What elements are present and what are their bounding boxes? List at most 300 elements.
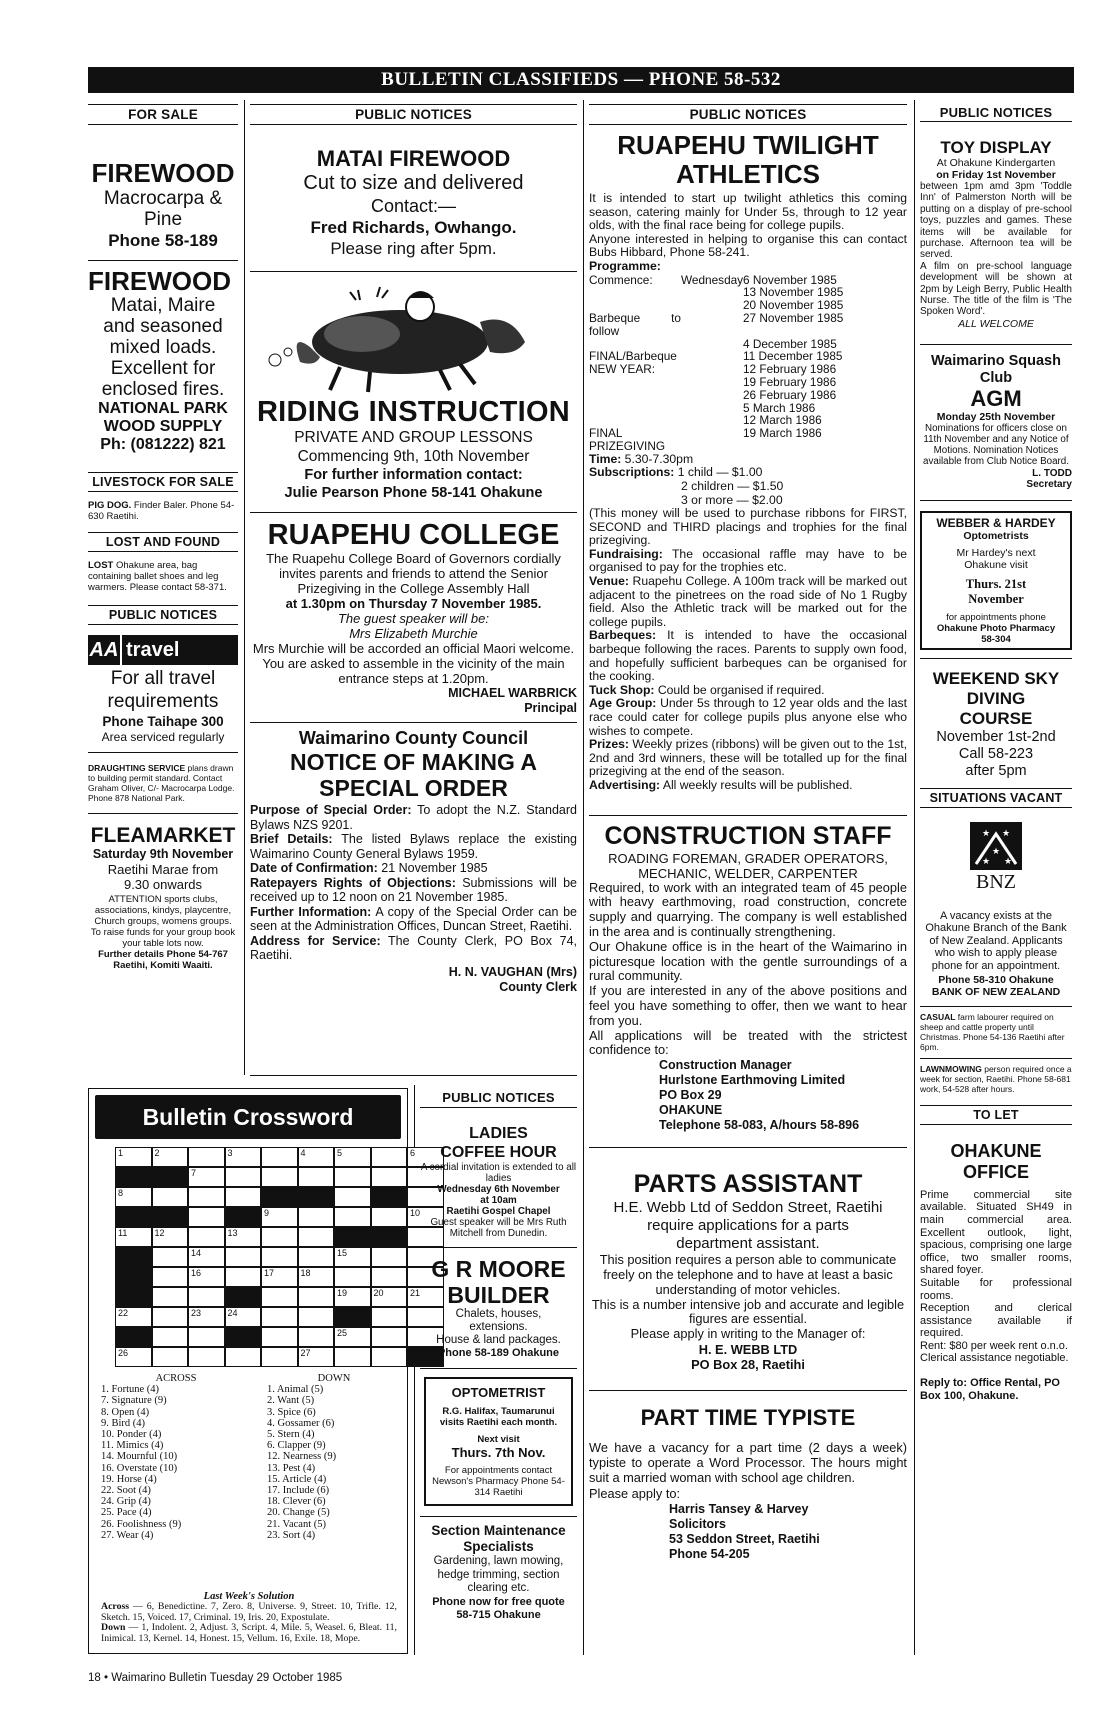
crossword-cell[interactable] <box>152 1187 189 1207</box>
toy-display-ad <box>920 138 1072 330</box>
crossword-panel <box>88 1088 421 1654</box>
clue-item: 17. Include (6) <box>267 1485 330 1497</box>
address-line: 53 Seddon Street, Raetihi <box>669 1532 820 1547</box>
clue-item: 9. Bird (4) <box>101 1417 146 1429</box>
crossword-cell[interactable] <box>115 1227 152 1247</box>
crossword-cell[interactable] <box>152 1307 189 1327</box>
clue-item: 11. Mimics (4) <box>101 1440 164 1452</box>
schedule-cell: 13 November 1985 <box>743 285 844 300</box>
crossword-cell[interactable] <box>261 1167 298 1187</box>
crossword-cell[interactable] <box>261 1287 298 1307</box>
bnz-logo-text: BNZ <box>976 870 1016 893</box>
crossword-cell-number: 21 <box>410 1288 421 1298</box>
crossword-cell[interactable] <box>152 1347 189 1367</box>
ad-line: MECHANIC, WELDER, CARPENTER <box>638 865 858 881</box>
ad-text: Mrs Elizabeth Murchie <box>349 626 478 641</box>
field-label: Prizes: <box>589 737 629 752</box>
crossword-cell[interactable] <box>371 1207 408 1227</box>
crossword-cell[interactable] <box>115 1187 152 1207</box>
ad-line: for appointments phone <box>946 611 1046 623</box>
clue-item: 4. Gossamer (6) <box>267 1417 335 1429</box>
office-body <box>920 1189 1072 1365</box>
ad-line: Optometrists <box>963 529 1029 542</box>
crossword-cell[interactable] <box>334 1207 371 1227</box>
crossword-cell[interactable] <box>261 1267 298 1287</box>
crossword-cell[interactable] <box>371 1307 408 1327</box>
address-line: Harris Tansey & Harvey <box>669 1502 809 1517</box>
parts-assistant-ad <box>589 1170 907 1372</box>
pony-rider-illustration <box>250 272 577 397</box>
ad-line: H.E. Webb Ltd of Seddon Street, Raetihi <box>613 1199 883 1217</box>
divider <box>420 1368 577 1369</box>
classifieds-banner: BULLETIN CLASSIFIEDS — PHONE 58-532 <box>88 67 1074 93</box>
across-list <box>101 1384 251 1541</box>
crossword-black-cell <box>115 1167 152 1187</box>
column-2 <box>250 104 577 995</box>
ad-text: Anyone interested in helping to organise this can contact Bubs Hibbard, Phone 58-241. <box>589 231 907 260</box>
ad-text: It is intended to start up twilight athletics this coming season, catering mainly for Under 5s, through to 12 year olds, with the final race being for college pupils. <box>589 191 907 233</box>
address-line: Telephone 58-083, A/hours 58-896 <box>659 1118 860 1133</box>
clue-item: 22. Soot (4) <box>101 1485 151 1497</box>
field-label: Tuck Shop: <box>589 682 655 697</box>
programme-schedule <box>589 274 907 453</box>
ad-title: DIVING <box>966 688 1026 708</box>
address-line: Solicitors <box>669 1517 726 1532</box>
field-label: Brief Details: <box>250 832 333 846</box>
crossword-black-cell <box>298 1187 335 1207</box>
crossword-cell[interactable] <box>152 1287 189 1307</box>
crossword-cell[interactable] <box>188 1247 225 1267</box>
field-text: Weekly prizes (ribbons) will be given out to the 1st, 2nd and 3rd winners, these will be totalled up for the final prizegiving at the end of the season. <box>589 737 907 779</box>
divider <box>589 1390 907 1391</box>
ad-line: require applications for a parts <box>647 1217 849 1235</box>
field-label: Address for Service: <box>250 933 381 948</box>
ad-phone: Phone Taihape 300 <box>102 714 224 729</box>
field-text: Submissions will be received up to 12 noon on 21 November 1985. <box>250 875 577 904</box>
page-footer: 18 • Waimarino Bulletin Tuesday 29 October 1985 <box>88 1672 343 1684</box>
ad-line: Raetihi Gospel Chapel <box>446 1206 551 1217</box>
solution-text: — 6, Benedictine. 7, Zero. 8, Universe. 9, Street. 10, Trifle. 12, Sketch. 15, Voiced. 17, Criminal. 19, Iris. 20, Expostulate. <box>101 1601 397 1623</box>
crossword-cell[interactable] <box>261 1247 298 1267</box>
svg-text:★: ★ <box>982 827 991 838</box>
ad-text: A vacancy exists at the Ohakune Branch of the Bank of New Zealand. Applicants who wish to apply please phone for an appointment. <box>925 909 1067 972</box>
divider <box>420 1516 577 1517</box>
crossword-cell-number: 22 <box>118 1308 129 1318</box>
down-clues <box>251 1373 401 1541</box>
crossword-cell[interactable] <box>152 1267 189 1287</box>
crossword-cell[interactable] <box>334 1167 371 1187</box>
ad-text: farm labourer required on sheep and cattle property until Christmas. Phone 54-136 Raetihi after 6pm. <box>920 1012 1065 1052</box>
schedule-cell <box>681 299 743 312</box>
ad-line: Macrocarpa & <box>103 188 223 209</box>
ad-line: Contact:— <box>370 196 457 216</box>
schedule-cell: 4 December 1985 <box>743 336 837 351</box>
ad-line: 9.30 onwards <box>123 877 203 892</box>
divider <box>88 752 238 753</box>
schedule-cell <box>681 376 743 389</box>
ad-text: (This money will be used to purchase ribbons for FIRST, SECOND and THIRD placings and trophies for the final prizegiving. <box>589 506 907 548</box>
crossword-black-cell <box>225 1287 262 1307</box>
ad-signature: County Clerk <box>499 979 577 994</box>
ad-line: Fred Richards, Owhango. <box>310 218 517 237</box>
ad-signature: Secretary <box>1026 478 1072 490</box>
ad-title: COURSE <box>959 708 1033 728</box>
crossword-cell[interactable] <box>261 1347 298 1367</box>
ad-line: Julie Pearson Phone 58-141 Ohakune <box>284 485 543 501</box>
ad-line: Thurs. 7th Nov. <box>451 1445 546 1460</box>
clue-item: 1. Animal (5) <box>267 1384 324 1396</box>
ad-line: mixed loads. <box>109 337 217 358</box>
fleamarket-ad <box>88 824 238 971</box>
divider <box>920 1058 1072 1059</box>
ad-line: Area serviced regularly <box>101 730 225 744</box>
council-body <box>250 803 577 963</box>
schedule-cell <box>681 350 743 363</box>
ad-signature: Principal <box>524 701 577 715</box>
ad-line: enclosed fires. <box>101 379 225 400</box>
crossword-black-cell <box>115 1327 152 1347</box>
clue-item: 23. Sort (4) <box>267 1529 316 1541</box>
crossword-cell[interactable] <box>261 1327 298 1347</box>
crossword-cell[interactable] <box>298 1227 335 1247</box>
ad-text: Mrs Murchie will be accorded an official Maori welcome. You are asked to assemble in the vicinity of the main entrance steps at 1.20pm. <box>252 641 575 686</box>
field-label: Subscriptions: <box>589 465 675 480</box>
ad-text: Suitable for professional rooms. <box>920 1276 1072 1302</box>
crossword-cell[interactable] <box>334 1347 371 1367</box>
field-text: 21 November 1985 <box>377 861 488 875</box>
ad-title: PARTS ASSISTANT <box>633 1170 863 1199</box>
ad-line: To raise funds for your group book your table lots now. <box>90 927 236 949</box>
crossword-black-cell <box>225 1207 262 1227</box>
ad-text: A film on pre-school language development will be shown at 2pm by Leigh Berry, Public Health Nurse. The title of the film is 'The Spoken Word'. <box>920 260 1072 318</box>
section-header-public-notices: PUBLIC NOTICES <box>920 104 1072 122</box>
ad-title: WEBBER & HARDEY <box>936 515 1056 530</box>
clue-item: 2. Want (5) <box>267 1395 315 1407</box>
crossword-cell[interactable] <box>334 1287 371 1307</box>
ad-lead: PIG DOG. <box>88 500 132 511</box>
address-line: OHAKUNE <box>659 1103 723 1118</box>
clue-item: 21. Vacant (5) <box>267 1518 326 1530</box>
crossword-cell[interactable] <box>298 1267 335 1287</box>
field-text: It is intended to have the occasional barbeque following the races. Parents to supply own food, and hopefully sufficient barbeques can be organised for the cooking. <box>589 628 907 684</box>
crossword-cell[interactable] <box>225 1247 262 1267</box>
crossword-cell[interactable] <box>371 1347 408 1367</box>
ad-lead: DRAUGHTING SERVICE <box>88 763 186 773</box>
section-header-situations-vacant: SITUATIONS VACANT <box>920 788 1072 808</box>
ad-title: MATAI FIREWOOD <box>316 146 511 171</box>
crossword-cell[interactable] <box>298 1347 335 1367</box>
ad-text: Reception and clerical assistance available if required. <box>920 1302 1072 1340</box>
crossword-cell[interactable] <box>115 1307 152 1327</box>
ad-line: Chalets, houses, <box>455 1308 542 1320</box>
crossword-cell[interactable] <box>298 1327 335 1347</box>
ad-phone: Phone 58-310 Ohakune <box>938 974 1054 987</box>
crossword-black-cell <box>261 1187 298 1207</box>
crossword-cell[interactable] <box>371 1287 408 1307</box>
ad-line: Gardening, lawn mowing, <box>433 1555 564 1567</box>
schedule-cell <box>681 427 743 453</box>
lost-ad <box>88 560 238 593</box>
crossword-black-cell <box>115 1247 152 1267</box>
crossword-cell[interactable] <box>152 1247 189 1267</box>
clue-item: 27. Wear (4) <box>101 1529 154 1541</box>
squash-club-ad <box>920 353 1072 490</box>
ad-line: ALL WELCOME <box>958 317 1034 330</box>
field-label: Fundraising: <box>589 546 663 561</box>
field-text: Could be organised if required. <box>654 682 825 697</box>
crossword-cell-number: 4 <box>300 1148 306 1158</box>
ad-line: Ohakune visit <box>964 559 1028 572</box>
crossword-cell-number: 25 <box>337 1328 348 1338</box>
clue-item: 6. Clapper (9) <box>267 1440 326 1452</box>
ad-text: This position requires a person able to communicate freely on the telephone and to have at least a basic understanding of motor vehicles. <box>599 1252 897 1297</box>
last-week-solution <box>101 1591 397 1644</box>
crossword-cell-number: 2 <box>154 1148 160 1158</box>
schedule-cell: Commence: <box>589 272 653 287</box>
crossword-cell[interactable] <box>261 1227 298 1247</box>
ad-line: Reply to: Office Rental, PO Box 100, Ohakune. <box>920 1377 1060 1402</box>
schedule-cell: 20 November 1985 <box>743 298 844 313</box>
livestock-ad <box>88 500 238 522</box>
field-text: The County Clerk, PO Box 74, Raetihi. <box>250 933 577 962</box>
ad-line: BANK OF NEW ZEALAND <box>931 986 1061 999</box>
crossword-cell[interactable] <box>188 1327 225 1347</box>
ad-line: Phone now for free quote <box>432 1595 565 1608</box>
ad-phone: 58-304 <box>981 633 1011 645</box>
aa-travel-logo <box>88 635 238 665</box>
section-header-for-sale: FOR SALE <box>88 104 238 125</box>
ad-text: The Ruapehu College Board of Governors cordially invites parents and friends to attend the Senior Prizegiving in the College Assembly Hall <box>266 551 561 596</box>
ad-line: ATTENTION sports clubs, associations, kindys, playcentre, Church groups, womens groups. <box>94 894 232 927</box>
ad-title: Specialists <box>463 1539 534 1554</box>
field-text: To adopt the N.Z. Standard Bylaws NZS 9201. <box>250 803 577 832</box>
crossword-cell-number: 7 <box>191 1168 197 1178</box>
down-header: DOWN <box>317 1373 351 1384</box>
ad-text: All applications will be treated with the strictest confidence to: <box>589 1027 907 1058</box>
field-label: Date of Confirmation: <box>250 861 378 875</box>
crossword-cell[interactable] <box>298 1207 335 1227</box>
ad-title: RUAPEHU TWILIGHT <box>617 130 879 160</box>
ad-lead: LOST <box>88 560 114 571</box>
ad-text: Required, to work with an integrated team of 45 people with heavy earthmoving, road construction, concrete supply and quarrying. The company is well established in the area and is continually strengthening. <box>589 879 907 939</box>
ad-title: Club <box>979 369 1013 386</box>
crossword-cell[interactable] <box>298 1287 335 1307</box>
crossword-cell[interactable] <box>225 1167 262 1187</box>
solution-text: — 1, Indolent. 2, Adjust. 3, Script. 4, Mile. 5, Weasel. 6, Bleat. 11, Inimical. 13, Kernel. 14, Honest. 15, Vellum. 16, Exile. 18, Mope. <box>101 1622 397 1644</box>
crossword-cell[interactable] <box>334 1267 371 1287</box>
ad-signature: H. N. VAUGHAN (Mrs) <box>448 964 577 979</box>
crossword-cell[interactable] <box>188 1307 225 1327</box>
ad-line: hedge trimming, section <box>437 1568 560 1581</box>
crossword-cell[interactable] <box>225 1227 262 1247</box>
solution-header: Last Week's Solution <box>203 1591 295 1602</box>
ad-title: RIDING INSTRUCTION <box>256 396 571 428</box>
ad-line: Guest speaker will be Mrs Ruth Mitchell from Dunedin. <box>430 1217 567 1239</box>
clue-item: 15. Article (4) <box>267 1473 327 1485</box>
divider <box>250 1075 577 1076</box>
crossword-cell[interactable] <box>261 1147 298 1167</box>
field-label: Programme: <box>589 258 661 273</box>
ad-line: department assistant. <box>676 1235 820 1253</box>
ad-line: Thurs. 21st <box>965 576 1027 591</box>
schedule-cell <box>681 286 743 299</box>
section-header-lost-found: LOST AND FOUND <box>88 532 238 552</box>
crossword-cell[interactable] <box>334 1187 371 1207</box>
coffee-hour-ad <box>420 1124 577 1239</box>
crossword-cell[interactable] <box>152 1327 189 1347</box>
typiste-address <box>589 1502 907 1562</box>
crossword-cell[interactable] <box>371 1247 408 1267</box>
ad-title: NOTICE OF MAKING A <box>289 749 538 775</box>
schedule-cell <box>589 286 681 299</box>
ad-text: If you are interested in any of the above positions and feel you have something to offer, then we want to hear from you. <box>589 983 907 1028</box>
divider <box>250 722 577 723</box>
sky-diving-ad <box>920 669 1072 780</box>
field-text: Ruapehu College. A 100m track will be marked out adjacent to the pinetrees on the road side of No 1 Rugby field. Also the Athletic track will be marked out for the college pupils. <box>589 574 907 629</box>
crossword-cell[interactable] <box>261 1207 298 1227</box>
crossword-cell-number: 17 <box>264 1268 275 1278</box>
ad-text: person required once a week for section, Raetihi. Phone 58-681 work, 54-528 after hours. <box>920 1064 1072 1094</box>
crossword-cell[interactable] <box>152 1227 189 1247</box>
crossword-cell[interactable] <box>188 1187 225 1207</box>
crossword-cell-number: 23 <box>191 1308 202 1318</box>
crossword-cell[interactable] <box>115 1147 152 1167</box>
address-line: H. E. WEBB LTD <box>698 1341 798 1357</box>
clue-item: 7. Signature (9) <box>101 1395 167 1407</box>
ad-line: Commencing 9th, 10th November <box>297 448 530 465</box>
ad-line: House & land packages. <box>436 1334 561 1346</box>
ad-text: Rent: $80 per week rent o.n.o. <box>920 1339 1068 1352</box>
ad-text: The guest speaker will be: <box>337 611 490 626</box>
ad-phone: Ph: (081222) 821 <box>100 436 226 453</box>
riding-instruction-ad <box>250 397 577 502</box>
crossword-cell-number: 19 <box>337 1288 348 1298</box>
ad-title: FLEAMARKET <box>90 824 236 847</box>
crossword-cell-number: 5 <box>337 1148 343 1158</box>
crossword-cell[interactable] <box>225 1267 262 1287</box>
field-label: Time: <box>589 451 622 466</box>
crossword-clues <box>101 1373 401 1541</box>
ad-text: Finder Baler. Phone 54-630 Raetihi. <box>88 500 235 522</box>
crossword-cell-number: 3 <box>227 1148 233 1158</box>
ad-title: CONSTRUCTION STAFF <box>604 821 892 850</box>
ad-line: For appointments contact Newson's Pharmacy Phone 54-314 Raetihi <box>432 1465 565 1498</box>
crossword-cell[interactable] <box>371 1327 408 1347</box>
crossword-cell[interactable] <box>298 1307 335 1327</box>
schedule-row <box>589 389 907 402</box>
ad-text: Prime commercial site available. Situated SH49 in main commercial area. Excellent outlook, light, spacious, comprising one large office, two smaller rooms, shared foyer. <box>920 1188 1072 1277</box>
firewood-ad-2 <box>88 267 238 454</box>
svg-text:★: ★ <box>1004 855 1013 866</box>
crossword-cell[interactable] <box>188 1207 225 1227</box>
crossword-cell[interactable] <box>334 1247 371 1267</box>
divider <box>920 658 1072 659</box>
ad-line: Call 58-223 <box>958 745 1034 762</box>
construction-body <box>589 881 907 1059</box>
crossword-cell[interactable] <box>188 1227 225 1247</box>
crossword-black-cell <box>371 1187 408 1207</box>
crossword-cell[interactable] <box>188 1147 225 1167</box>
crossword-cell[interactable] <box>225 1307 262 1327</box>
crossword-cell[interactable] <box>225 1147 262 1167</box>
solution-down <box>101 1623 397 1644</box>
schedule-cell <box>681 338 743 351</box>
crossword-cell[interactable] <box>298 1147 335 1167</box>
field-text: Under 5s through to 12 year olds and the last race could cater for college pupils plus anyone else who wishes to compete. <box>589 696 907 738</box>
schedule-cell: 12 March 1986 <box>743 413 822 428</box>
ad-line: Wednesday 6th November <box>437 1184 560 1195</box>
schedule-cell: 27 November 1985 <box>743 310 844 325</box>
ad-line: Matai, Maire <box>110 295 216 316</box>
svg-text:★: ★ <box>982 855 991 866</box>
crossword-cell[interactable] <box>188 1267 225 1287</box>
crossword-cell[interactable] <box>334 1327 371 1347</box>
address-line: Phone 54-205 <box>669 1547 750 1562</box>
crossword-cell[interactable] <box>371 1267 408 1287</box>
ad-line: ROADING FOREMAN, GRADER OPERATORS, <box>608 850 888 866</box>
draughting-ad <box>88 763 238 803</box>
crossword-cell[interactable] <box>188 1167 225 1187</box>
schedule-cell <box>681 414 743 427</box>
crossword-cell[interactable] <box>225 1187 262 1207</box>
column-divider <box>244 100 245 1075</box>
ad-text: Nominations for officers close on 11th November and any Notice of Motions. Nomination Notices available from Club Notice Board. <box>923 422 1069 468</box>
ad-text: Please apply to: <box>589 1486 681 1502</box>
divider <box>920 344 1072 345</box>
casual-ad <box>920 1013 1072 1052</box>
section-header-livestock: LIVESTOCK FOR SALE <box>88 472 238 492</box>
ad-title: Waimarino County Council <box>298 728 529 748</box>
crossword-cell[interactable] <box>188 1347 225 1367</box>
crossword-cell[interactable] <box>152 1147 189 1167</box>
address-line: Construction Manager <box>659 1058 792 1073</box>
crossword-cell[interactable] <box>371 1147 408 1167</box>
schedule-cell: 12 February 1986 <box>743 362 837 377</box>
crossword-cell[interactable] <box>371 1167 408 1187</box>
crossword-cell[interactable] <box>225 1347 262 1367</box>
crossword-black-cell <box>115 1207 152 1227</box>
field-text: A copy of the Special Order can be seen at the Administration Offices, Duncan Street, Raetihi. <box>250 904 577 933</box>
schedule-cell <box>589 376 681 389</box>
crossword-cell[interactable] <box>188 1287 225 1307</box>
crossword-cell[interactable] <box>261 1307 298 1327</box>
section-header-public-notices: PUBLIC NOTICES <box>250 104 577 125</box>
ad-title: RUAPEHU COLLEGE <box>267 519 560 551</box>
field-label: Barbeques: <box>589 628 657 643</box>
crossword-cell[interactable] <box>298 1167 335 1187</box>
ad-line: November <box>968 591 1024 606</box>
schedule-cell: NEW YEAR: <box>589 362 655 377</box>
column-4 <box>920 104 1072 1402</box>
ad-line: and seasoned <box>103 316 223 337</box>
crossword-title: Bulletin Crossword <box>95 1095 401 1139</box>
crossword-cell[interactable] <box>115 1347 152 1367</box>
bnz-ad <box>920 820 1072 999</box>
ad-line: Monday 25th November <box>936 410 1056 423</box>
ad-line: Raetihi Marae from <box>107 862 219 877</box>
crossword-cell-number: 27 <box>300 1348 311 1358</box>
crossword-black-cell <box>334 1307 371 1327</box>
svg-text:★: ★ <box>1002 827 1011 838</box>
aa-travel-ad <box>88 667 238 744</box>
ad-line: At Ohakune Kindergarten <box>936 157 1056 169</box>
clue-item: 20. Change (5) <box>267 1507 330 1519</box>
clue-item: 3. Spice (6) <box>267 1406 316 1418</box>
across-clues <box>101 1373 251 1541</box>
crossword-cell[interactable] <box>334 1147 371 1167</box>
crossword-cell[interactable] <box>298 1247 335 1267</box>
field-text: 5.30-7.30pm <box>621 451 694 466</box>
